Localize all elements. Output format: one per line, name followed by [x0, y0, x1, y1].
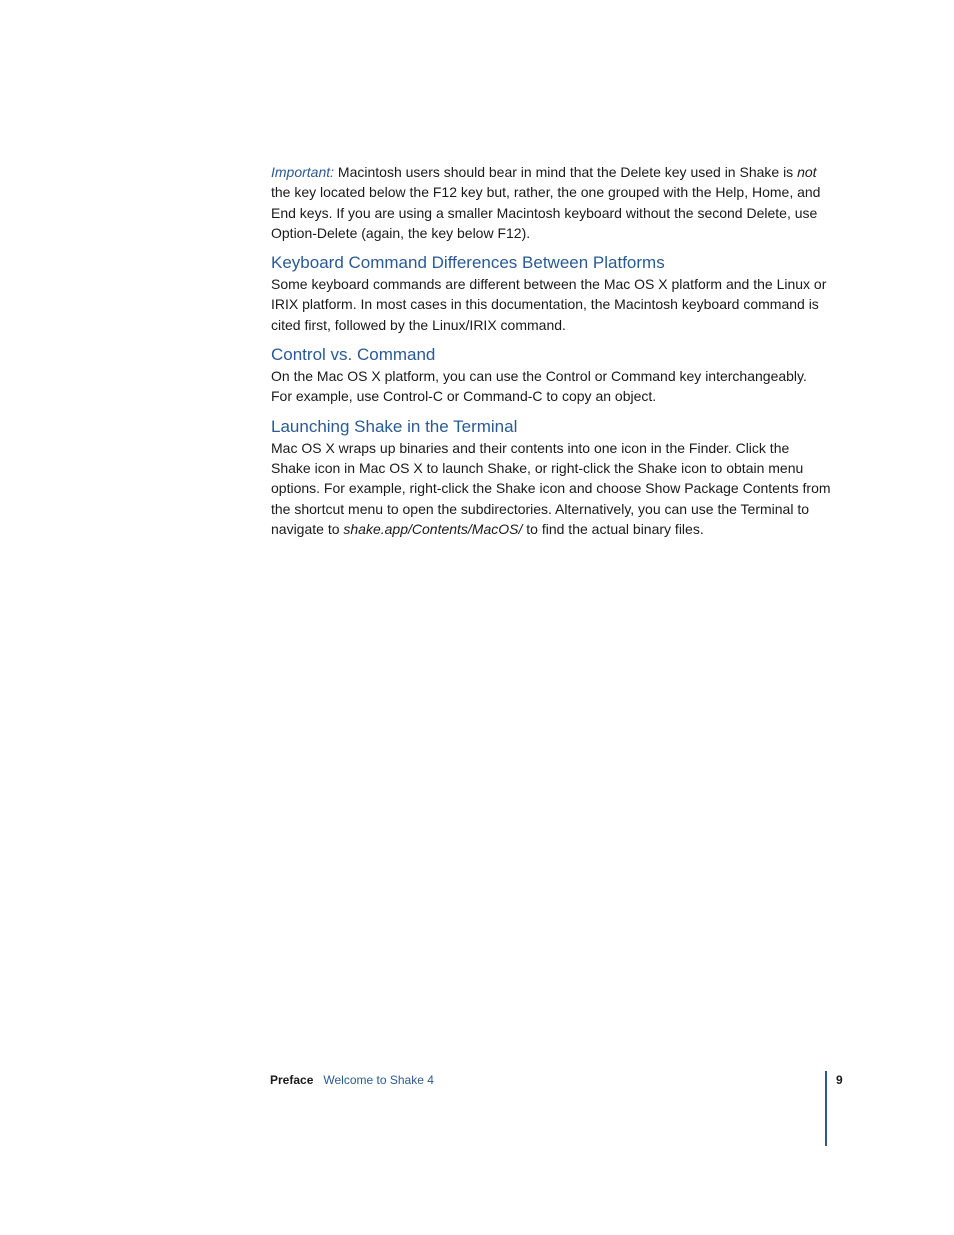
important-text-a: Macintosh users should bear in mind that the Delete key used in Shake is	[334, 164, 798, 180]
section-heading-keyboard-differences: Keyboard Command Differences Between Platforms	[271, 253, 665, 273]
section-body-launching-terminal	[271, 438, 831, 539]
footer-rule	[825, 1071, 827, 1146]
launching-path: shake.app/Contents/MacOS/	[343, 520, 523, 537]
section-heading-control-vs-command: Control vs. Command	[271, 345, 436, 365]
important-label: Important:	[271, 164, 335, 180]
footer-title: Welcome to Shake 4	[323, 1073, 434, 1087]
important-text-emphasis: not	[797, 164, 817, 180]
page-footer	[270, 1071, 434, 1089]
launching-text-a: Mac OS X wraps up binaries and their contents into one icon in the Finder. Click the Shake icon in Mac OS X to launch Shake, or right-click the Shake icon to obtain menu options. For example, right-click the Shake icon and choose Show Package Contents from the shortcut menu to open the subdirectories. Alternatively, you can use the Terminal to navigate to	[271, 439, 831, 537]
page-content	[271, 162, 831, 539]
important-text-b: the key located below the F12 key but, rather, the one grouped with the Help, Home, and End keys. If you are using a smaller Macintosh keyboard without the second Delete, use Option-Delete (again, the key below F12).	[271, 184, 821, 241]
footer-chapter: Preface	[270, 1073, 314, 1087]
launching-text-b: to find the actual binary files.	[522, 520, 704, 537]
section-heading-launching-terminal: Launching Shake in the Terminal	[271, 416, 518, 436]
section-body-keyboard-differences: Some keyboard commands are different between the Mac OS X platform and the Linux or IRIX platform. In most cases in this documentation, the Macintosh keyboard command is cited first, followed by the Linux/IRIX command.	[271, 276, 827, 333]
page-number: 9	[836, 1073, 843, 1087]
section-body-control-vs-command: On the Mac OS X platform, you can use the Control or Command key interchangeably. For example, use Control-C or Command-C to copy an object.	[271, 368, 807, 405]
important-note	[271, 162, 831, 243]
